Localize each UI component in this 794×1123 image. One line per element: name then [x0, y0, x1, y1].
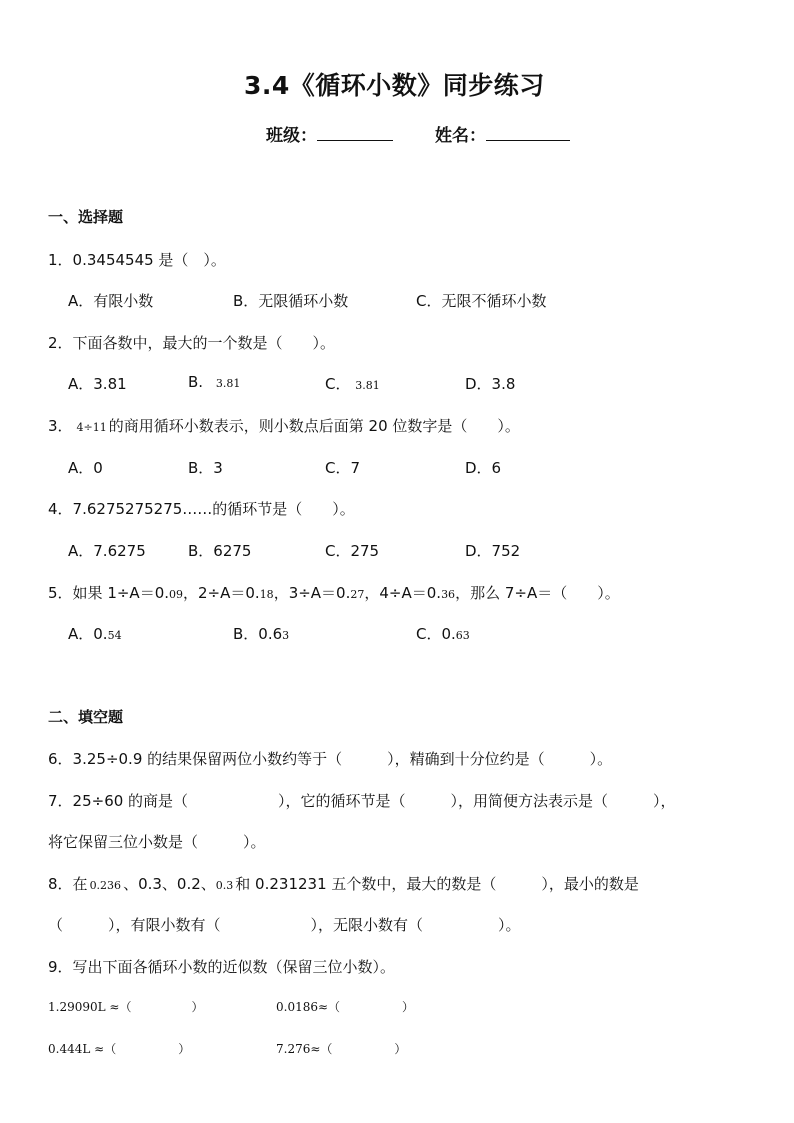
repeating-decimal: 09	[169, 588, 183, 601]
option-value: 3.81	[355, 379, 380, 392]
question-6	[48, 748, 612, 769]
question-number: 7．	[48, 792, 73, 810]
name-field	[435, 121, 570, 146]
text-part: 如果 1÷A＝0.	[72, 584, 169, 602]
text-part: ，3÷A＝0.	[273, 584, 351, 602]
question-5	[48, 582, 620, 603]
repeating-decimal: 18	[259, 588, 274, 601]
class-label: 班级：	[266, 126, 317, 146]
page-title: 3.4《循环小数》同步练习	[244, 71, 545, 100]
question-7	[48, 790, 676, 811]
q2-option-d[interactable]: D．3.8	[465, 375, 516, 393]
option-value: 3.81	[215, 377, 241, 390]
approx-expression: 0.0186≈（	[276, 1000, 341, 1014]
q4-option-b[interactable]: B．6275	[188, 542, 252, 560]
q4-option-c[interactable]: C．275	[325, 542, 380, 560]
section-fill-heading: 二、填空题	[48, 708, 124, 726]
question-number: 8．	[48, 875, 73, 893]
text-part: 在	[72, 875, 88, 893]
question-9	[48, 956, 395, 977]
text-part: ，那么 7÷A＝（ ）。	[455, 584, 620, 602]
q1-option-c[interactable]: C．无限不循环小数	[416, 292, 547, 310]
approx-item-2: 0.0186≈（ ）	[276, 1000, 415, 1014]
repeating-decimal: 27	[350, 588, 365, 601]
question-text: 的商用循环小数表示，则小数点后面第 20 位数字是（ ）。	[108, 417, 520, 435]
question-number: 9．	[48, 958, 73, 976]
question-3	[48, 415, 520, 436]
q1-option-a[interactable]: A．有限小数	[68, 292, 154, 310]
question-8-continued: （ ），有限小数有（ ），无限小数有（ ）。	[48, 916, 521, 934]
question-number: 6．	[48, 750, 73, 768]
question-text: 3.25÷0.9 的结果保留两位小数约等于（ ），精确到十分位约是（ ）。	[72, 750, 613, 768]
option-label: A．0.	[68, 625, 108, 643]
repeating-decimal: 36	[441, 588, 456, 601]
approx-expression: 1.29090L ≈（	[48, 1000, 132, 1014]
text-part: ，4÷A＝0.	[364, 584, 442, 602]
q4-option-a[interactable]: A．7.6275	[68, 542, 146, 560]
q2-option-c[interactable]	[325, 373, 380, 394]
question-7-continued: 将它保留三位小数是（ ）。	[48, 833, 266, 851]
class-field	[266, 121, 393, 146]
question-text: 写出下面各循环小数的近似数（保留三位小数）。	[72, 958, 396, 976]
name-label: 姓名：	[435, 126, 486, 146]
q4-option-d[interactable]: D．752	[465, 542, 521, 560]
q3-option-c[interactable]: C．7	[325, 459, 361, 477]
q2-option-b[interactable]	[188, 373, 240, 391]
question-4	[48, 498, 355, 519]
question-text: 下面各数中，最大的一个数是（ ）。	[72, 334, 336, 352]
repeating-decimal: 0.3	[215, 879, 234, 892]
question-number: 1．	[48, 251, 73, 269]
question-2	[48, 332, 335, 353]
approx-expression: 7.276≈（	[276, 1042, 333, 1056]
section-choice-heading: 一、选择题	[48, 208, 124, 226]
text-part: 和 0.231231 五个数中，最大的数是（ ），最小的数是	[235, 875, 639, 893]
approx-item-4: 7.276≈（ ）	[276, 1042, 407, 1056]
question-8	[48, 873, 639, 894]
option-label: C．0.	[416, 625, 456, 643]
question-number: 5．	[48, 584, 73, 602]
approx-item-1: 1.29090L ≈（ ）	[48, 1000, 204, 1014]
q1-option-b[interactable]: B．无限循环小数	[233, 292, 349, 310]
repeating-decimal: 63	[455, 629, 470, 642]
q3-option-d[interactable]: D．6	[465, 459, 502, 477]
q3-option-a[interactable]: A．0	[68, 459, 103, 477]
text-part: ，2÷A＝0.	[183, 584, 260, 602]
question-number: 3．	[48, 417, 73, 435]
q3-option-b[interactable]: B．3	[188, 459, 223, 477]
class-blank[interactable]	[317, 124, 393, 141]
name-blank[interactable]	[486, 124, 570, 141]
text-part: 、0.3、0.2、	[123, 875, 216, 893]
question-1	[48, 249, 226, 270]
question-text: 0.3454545 是（ ）。	[72, 251, 226, 269]
division-expression: 4÷11	[76, 421, 107, 434]
q5-option-b[interactable]	[233, 623, 289, 644]
q5-option-a[interactable]	[68, 623, 122, 644]
option-label: C．	[325, 375, 351, 393]
q2-option-a[interactable]: A．3.81	[68, 375, 127, 393]
question-text: 7.6275275275……的循环节是（ ）。	[72, 500, 355, 518]
approx-expression: 0.444L ≈（	[48, 1042, 117, 1056]
repeating-decimal: 54	[107, 629, 122, 642]
option-label: B．0.6	[233, 625, 283, 643]
question-number: 2．	[48, 334, 73, 352]
option-label: B.	[188, 373, 204, 391]
repeating-decimal: 3	[282, 629, 290, 642]
repeating-decimal: 0.236	[89, 879, 122, 892]
question-number: 4．	[48, 500, 73, 518]
approx-item-3: 0.444L ≈（ ）	[48, 1042, 191, 1056]
question-text: 25÷60 的商是（ ），它的循环节是（ ），用简便方法表示是（ ），	[72, 792, 676, 810]
q5-option-c[interactable]	[416, 623, 470, 644]
